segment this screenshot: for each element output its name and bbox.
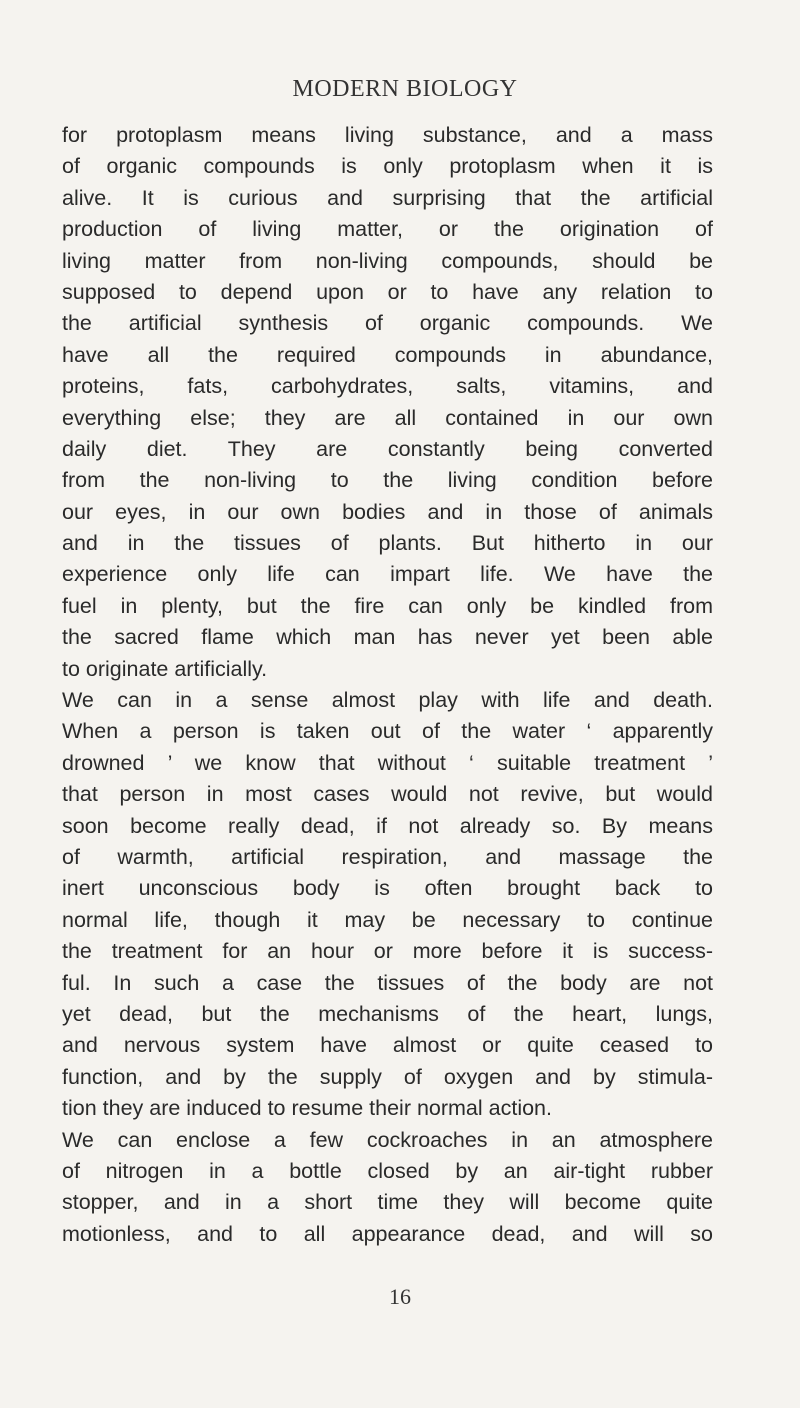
text-line: the artificial synthesis of organic compounds. We — [62, 311, 713, 336]
text-line: stopper, and in a short time they will become quite — [62, 1190, 713, 1215]
text-line: and nervous system have almost or quite ceased to — [62, 1033, 713, 1058]
text-line: fuel in plenty, but the fire can only be kindled from — [62, 593, 713, 618]
text-line: soon become really dead, if not already so. By means — [62, 813, 713, 838]
text-line: to originate artificially. — [62, 656, 268, 681]
text-line: daily diet. They are constantly being converted — [62, 436, 713, 461]
text-line: of organic compounds is only protoplasm when it is — [62, 154, 713, 179]
text-line: We can enclose a few cockroaches in an atmosphere — [62, 1127, 713, 1152]
text-line: tion they are induced to resume their normal action. — [62, 1096, 552, 1121]
text-line: When a person is taken out of the water ‘ apparently — [62, 719, 713, 744]
text-line: of nitrogen in a bottle closed by an air-tight rubber — [62, 1158, 713, 1183]
running-head: MODERN BIOLOGY — [292, 76, 518, 102]
text-line: normal life, though it may be necessary to continue — [62, 907, 713, 932]
text-line: for protoplasm means living substance, and a mass — [62, 123, 713, 147]
text-line: our eyes, in our own bodies and in those of animals — [62, 499, 713, 524]
body-text — [62, 120, 713, 1250]
text-line: inert unconscious body is often brought back to — [62, 876, 713, 901]
text-line: motionless, and to all appearance dead, and will so — [62, 1221, 713, 1246]
text-line: of warmth, artificial respiration, and massage the — [62, 844, 713, 869]
text-line: ful. In such a case the tissues of the body are not — [62, 970, 713, 995]
text-line: that person in most cases would not revive, but would — [62, 782, 713, 807]
text-line: We can in a sense almost play with life and death. — [62, 688, 713, 713]
text-line: the sacred flame which man has never yet been able — [62, 625, 713, 650]
text-line: everything else; they are all contained in our own — [62, 405, 713, 430]
text-line: drowned ’ we know that without ‘ suitable treatment ’ — [62, 750, 713, 775]
text-line: production of living matter, or the origination of — [62, 217, 713, 242]
text-line: function, and by the supply of oxygen and by stimula- — [62, 1064, 713, 1089]
text-line: from the non-living to the living condition before — [62, 468, 713, 493]
page-number: 16 — [389, 1284, 411, 1309]
text-line: supposed to depend upon or to have any relation to — [62, 279, 713, 304]
text-line: the treatment for an hour or more before it is success- — [62, 939, 713, 964]
text-line: alive. It is curious and surprising that the artificial — [62, 185, 713, 210]
text-line: experience only life can impart life. We have the — [62, 562, 713, 587]
text-line: proteins, fats, carbohydrates, salts, vitamins, and — [62, 374, 713, 399]
text-line: living matter from non-living compounds, should be — [62, 248, 713, 273]
text-line: and in the tissues of plants. But hitherto in our — [62, 531, 713, 556]
text-line: yet dead, but the mechanisms of the heart, lungs, — [62, 1001, 713, 1026]
text-line: have all the required compounds in abundance, — [62, 342, 713, 367]
